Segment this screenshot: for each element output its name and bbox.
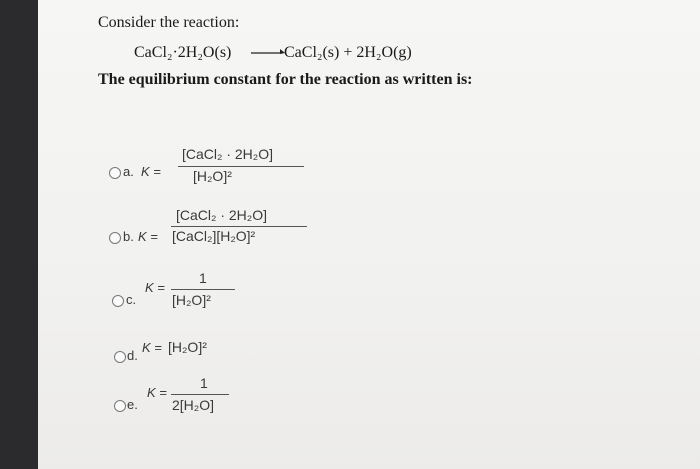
left-sidebar-bar: [0, 0, 38, 469]
question-panel: [38, 0, 700, 469]
option-b-k-label: K =: [138, 229, 158, 244]
option-c-fraction-bar: [171, 289, 235, 290]
option-d-k-label: K =: [142, 340, 162, 355]
option-e-fraction-bar: [171, 394, 229, 395]
option-a-letter: a.: [123, 164, 134, 179]
option-e-denominator: 2[H₂O]: [172, 397, 214, 413]
option-a-k-label: K =: [141, 164, 161, 179]
reaction-products: CaCl₂(s) + 2H₂O(g): [284, 44, 412, 61]
question-stem: The equilibrium constant for the reaction as written is:: [98, 71, 473, 88]
option-c-numerator: 1: [199, 270, 207, 286]
option-c-radio[interactable]: [112, 295, 124, 307]
option-e-radio[interactable]: [114, 400, 126, 412]
option-b-numerator: [CaCl₂ · 2H₂O]: [176, 207, 267, 223]
reaction-arrow-icon: [250, 46, 286, 60]
option-a-radio[interactable]: [109, 167, 121, 179]
option-c-k-label: K =: [145, 280, 165, 295]
option-c-letter: c.: [126, 292, 137, 307]
option-a-numerator: [CaCl₂ · 2H₂O]: [182, 146, 273, 162]
reaction-reactant: CaCl₂·2H₂O(s): [134, 44, 232, 61]
option-e-letter: e.: [127, 397, 138, 412]
option-b-radio[interactable]: [109, 232, 121, 244]
option-b-fraction-bar: [171, 226, 307, 227]
option-d-expression: [H₂O]²: [168, 339, 207, 355]
option-e-k-label: K =: [147, 385, 167, 400]
option-d-letter: d.: [127, 348, 138, 363]
option-b-letter: b.: [123, 229, 134, 244]
option-a-fraction-bar: [178, 166, 304, 167]
option-e-numerator: 1: [200, 375, 208, 391]
option-d-radio[interactable]: [114, 351, 126, 363]
option-b-denominator: [CaCl₂][H₂O]²: [172, 228, 256, 244]
option-c-denominator: [H₂O]²: [172, 292, 211, 308]
question-prompt: Consider the reaction:: [98, 14, 240, 31]
option-a-denominator: [H₂O]²: [193, 168, 232, 184]
